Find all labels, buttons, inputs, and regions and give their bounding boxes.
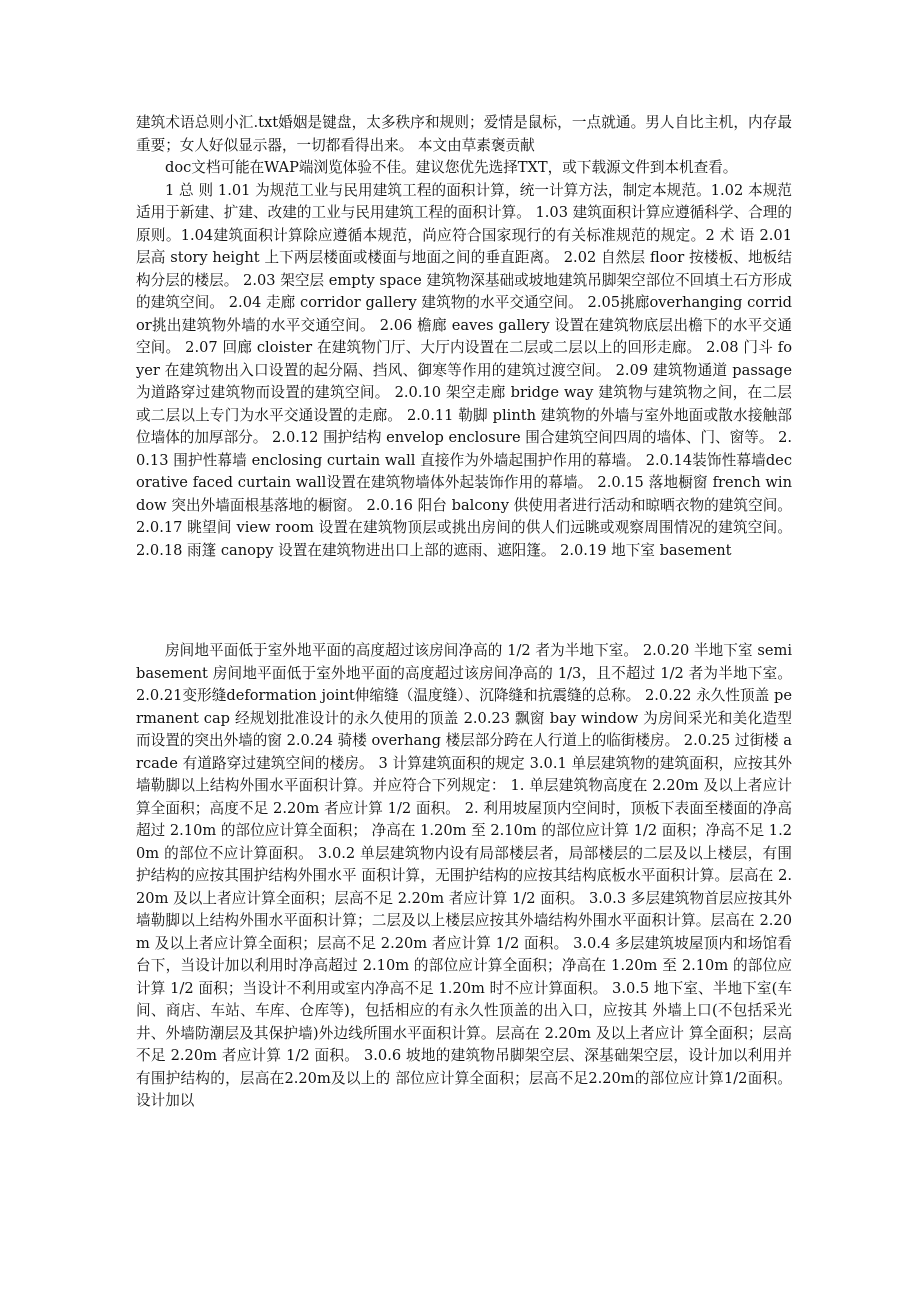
- terms-paragraph: 1 总 则 1.01 为规范工业与民用建筑工程的面积计算，统一计算方法，制定本规范。1.02 本规范适用于新建、扩建、改建的工业与民用建筑工程的面积计算。 1.03 建筑面积计算应遵循科学、合理的原则。1.04建筑面积计算除应遵循本规范，尚应符合国家现行的有关标准规范的规定。2 术 语 2.01 层高 story height 上下两层楼面或楼面与地面之间的垂直距离。 2.02 自然层 floor 按楼板、地板结构分层的楼层。 2.03 架空层 empty space 建筑物深基础或坡地建筑吊脚架空部位不回填土石方形成的建筑空间。 2.04 走廊 corridor gallery 建筑物的水平交通空间。 2.05挑廊overhanging corridor挑出建筑物外墙的水平交通空间。 2.06 檐廊 eaves gallery 设置在建筑物底层出檐下的水平交通空间。 2.07 回廊 cloister 在建筑物门厅、大厅内设置在二层或二层以上的回形走廊。 2.08 门斗 foyer 在建筑物出入口设置的起分隔、挡风、御寒等作用的建筑过渡空间。 2.09 建筑物通道 passage 为道路穿过建筑物而设置的建筑空间。 2.0.10 架空走廊 bridge way 建筑物与建筑物之间，在二层或二层以上专门为水平交通设置的走廊。 2.0.11 勒脚 plinth 建筑物的外墙与室外地面或散水接触部位墙体的加厚部分。 2.0.12 围护结构 envelop enclosure 围合建筑空间四周的墙体、门、窗等。 2.0.13 围护性幕墙 enclosing curtain wall 直接作为外墙起围护作用的幕墙。 2.0.14装饰性幕墙decorative faced curtain wall设置在建筑物墙体外起装饰作用的幕墙。 2.0.15 落地橱窗 french window 突出外墙面根基落地的橱窗。 2.0.16 阳台 balcony 供使用者进行活动和晾晒衣物的建筑空间。 2.0.17 眺望间 view room 设置在建筑物顶层或挑出房间的供人们远眺或观察周围情况的建筑空间。 2.0.18 雨篷 canopy 设置在建筑物进出口上部的遮雨、遮阳篷。 2.0.19 地下室 basement: [136, 181, 792, 559]
- format-notice-paragraph: doc文档可能在WAP端浏览体验不佳。建议您优先选择TXT，或下载源文件到本机查看。: [165, 159, 738, 176]
- intro-paragraph: 建筑术语总则小汇.txt婚姻是键盘，太多秩序和规则；爱情是鼠标，一点就通。男人自比主机，内存最重要；女人好似显示器，一切都看得出来。 本文由草素褒贡献: [136, 114, 792, 154]
- rules-paragraph: 房间地平面低于室外地平面的高度超过该房间净高的 1/2 者为半地下室。 2.0.20 半地下室 semi basement 房间地平面低于室外地平面的高度超过该房间净高的 1/3，且不超过 1/2 者为半地下室。2.0.21变形缝deformation joint伸缩缝（温度缝）、沉降缝和抗震缝的总称。 2.0.22 永久性顶盖 permanent cap 经规划批准设计的永久使用的顶盖 2.0.23 飘窗 bay window 为房间采光和美化造型而设置的突出外墙的窗 2.0.24 骑楼 overhang 楼层部分跨在人行道上的临街楼房。 2.0.25 过街楼 arcade 有道路穿过建筑空间的楼房。 3 计算建筑面积的规定 3.0.1 单层建筑物的建筑面积，应按其外墙勒脚以上结构外围水平面积计算。并应符合下列规定： 1. 单层建筑物高度在 2.20m 及以上者应计算全面积；高度不足 2.20m 者应计算 1/2 面积。 2. 利用坡屋顶内空间时，顶板下表面至楼面的净高超过 2.10m 的部位应计算全面积； 净高在 1.20m 至 2.10m 的部位应计算 1/2 面积；净高不足 1.20m 的部位不应计算面积。 3.0.2 单层建筑物内设有局部楼层者，局部楼层的二层及以上楼层，有围护结构的应按其围护结构外围水平 面积计算，无围护结构的应按其结构底板水平面积计算。层高在 2.20m 及以上者应计算全面积；层高不足 2.20m 者应计算 1/2 面积。 3.0.3 多层建筑物首层应按其外墙勒脚以上结构外围水平面积计算；二层及以上楼层应按其外墙结构外围水平面积计算。层高在 2.20m 及以上者应计算全面积；层高不足 2.20m 者应计算 1/2 面积。 3.0.4 多层建筑坡屋顶内和场馆看台下，当设计加以利用时净高超过 2.10m 的部位应计算全面积；净高在 1.20m 至 2.10m 的部位应计算 1/2 面积；当设计不利用或室内净高不足 1.20m 时不应计算面积。 3.0.5 地下室、半地下室(车间、商店、车站、车库、仓库等)，包括相应的有永久性顶盖的出入口，应按其 外墙上口(不包括采光井、外墙防潮层及其保护墙)外边线所围水平面积计算。层高在 2.20m 及以上者应计 算全面积；层高不足 2.20m 者应计算 1/2 面积。 3.0.6 坡地的建筑物吊脚架空层、深基础架空层，设计加以利用并有围护结构的，层高在2.20m及以上的 部位应计算全面积；层高不足2.20m的部位应计算1/2面积。设计加以: [136, 642, 792, 1109]
- text-block-top: [136, 112, 792, 562]
- text-block-bottom: [136, 640, 792, 1113]
